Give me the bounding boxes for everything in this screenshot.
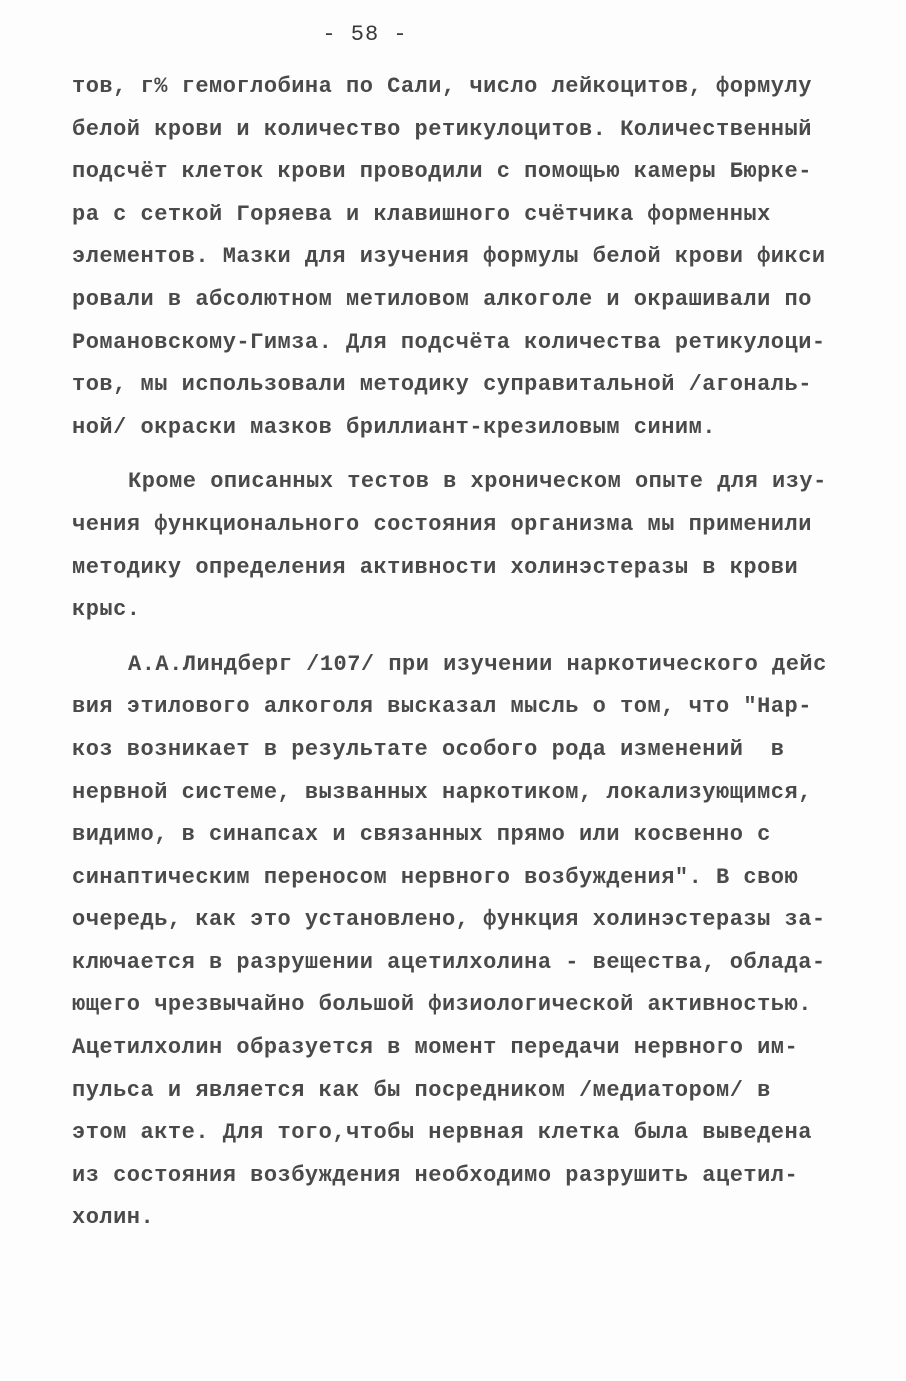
- text-line: Ацетилхолин образуется в момент передачи нервного им-: [72, 1035, 799, 1061]
- text-line: белой крови и количество ретикулоцитов. Количественный: [72, 116, 812, 142]
- text-line: нервной системе, вызванных наркотиком, локализующимся,: [72, 779, 812, 805]
- paragraph-3: [72, 644, 862, 1240]
- text-line: элементов. Мазки для изучения формулы белой крови фикси: [72, 244, 826, 270]
- paragraph-spacer: [72, 449, 862, 461]
- text-line: А.А.Линдберг /107/ при изучении наркотического дейс: [128, 651, 827, 677]
- text-line: Кроме описанных тестов в хроническом опыте для изу-: [128, 469, 827, 495]
- text-line: синаптическим переносом нервного возбуждения". В свою: [72, 864, 799, 890]
- body-text: [72, 66, 862, 1240]
- text-line: видимо, в синапсах и связанных прямо или косвенно с: [72, 822, 771, 848]
- text-line: тов, мы использовали методику суправитальной /агональ-: [72, 372, 812, 398]
- page-number: - 58 -: [322, 22, 408, 47]
- text-line: Романовскому-Гимза. Для подсчёта количества ретикулоци-: [72, 329, 826, 355]
- text-line: очередь, как это установлено, функция холинэстеразы за-: [72, 907, 826, 933]
- text-line: из состояния возбуждения необходимо разрушить ацетил-: [72, 1162, 799, 1188]
- text-line: ющего чрезвычайно большой физиологической активностью.: [72, 992, 812, 1018]
- paragraph-spacer: [72, 632, 862, 644]
- text-line: ра с сеткой Горяева и клавишного счётчика форменных: [72, 201, 771, 227]
- text-line: коз возникает в результате особого рода изменений в: [72, 736, 785, 762]
- paragraph-1: [72, 66, 862, 449]
- text-line: методику определения активности холинэстеразы в крови: [72, 554, 799, 580]
- text-line: холин.: [72, 1205, 155, 1231]
- text-line: ключается в разрушении ацетилхолина - вещества, облада-: [72, 949, 826, 975]
- text-line: ной/ окраски мазков бриллиант-крезиловым синим.: [72, 414, 717, 440]
- text-line: крыс.: [72, 597, 141, 623]
- text-line: ровали в абсолютном метиловом алкоголе и окрашивали по: [72, 286, 812, 312]
- paragraph-2: [72, 461, 862, 631]
- text-line: чения функционального состояния организма мы применили: [72, 511, 812, 537]
- text-line: тов, г% гемоглобина по Сали, число лейкоцитов, формулу: [72, 74, 812, 99]
- text-line: подсчёт клеток крови проводили с помощью камеры Бюрке-: [72, 159, 812, 185]
- text-line: этом акте. Для того,чтобы нервная клетка была выведена: [72, 1120, 812, 1146]
- text-line: пульса и является как бы посредником /медиатором/ в: [72, 1077, 771, 1103]
- text-line: вия этилового алкоголя высказал мысль о том, что "Нар-: [72, 694, 812, 720]
